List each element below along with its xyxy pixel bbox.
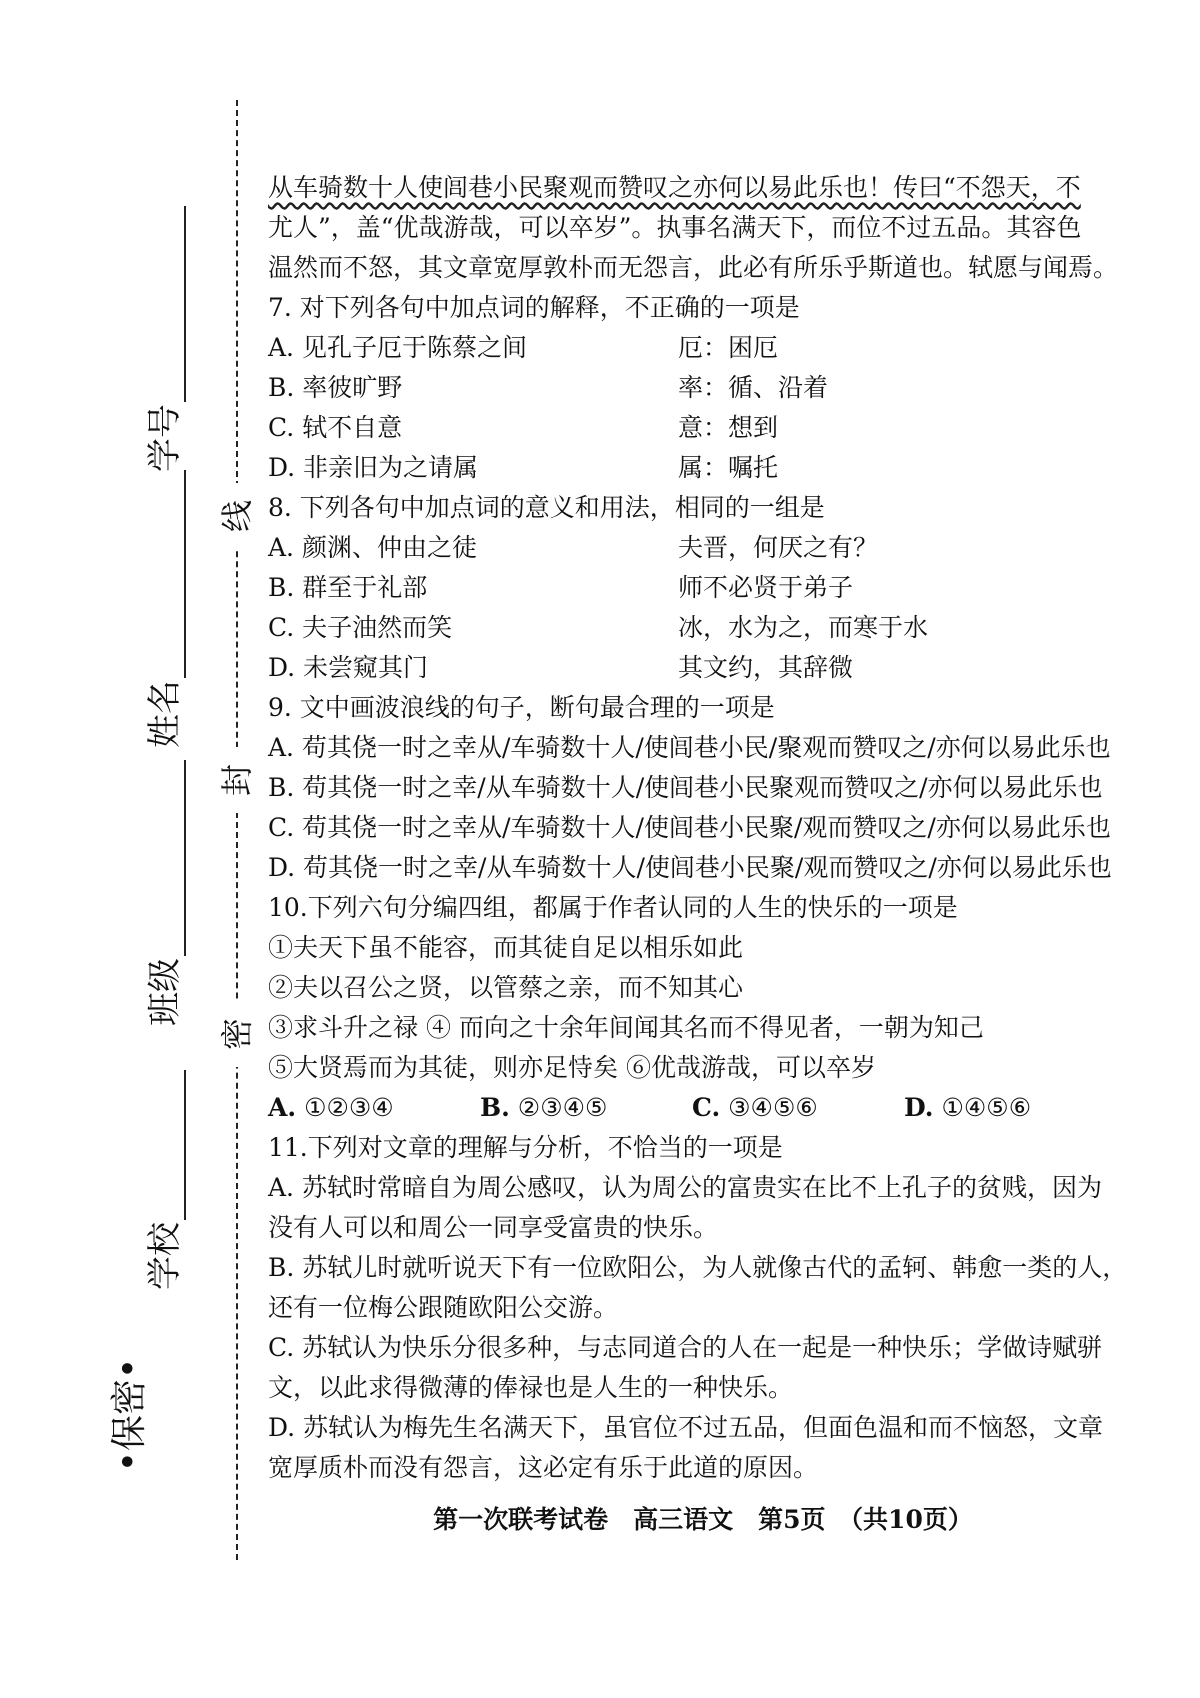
option-gloss: 属：嘱托 [678,453,779,482]
option-compare: 夫晋，何厌之有？ [678,533,879,562]
option-text: D. 非亲旧为之请属 [268,453,479,482]
question-7-option [268,448,1138,488]
option-text: D. 未尝窥其门 [268,653,429,682]
student-id-blank[interactable] [184,206,186,402]
option-text: B. 群至于礼部 [268,573,428,602]
passage-line: 尤人”，盖“优哉游哉，可以卒岁”。执事名满天下，而位不过五品。其容色 [268,213,1082,242]
seal-word-feng: 封 [217,747,257,813]
page-footer: 第一次联考试卷 高三语文 第5页 （共10页） [433,1505,973,1534]
option-gloss: 厄：困厄 [678,333,779,362]
option-value: ②③④⑤ [517,1093,608,1122]
option-compare: 冰，水为之，而寒于水 [678,613,929,642]
school-label: 学校 [145,1222,185,1290]
question-10-option [480,1088,692,1128]
question-11-line: C. 苏轼认为快乐分很多种，与志同道合的人在一起是一种快乐；学做诗赋骈 [268,1333,1103,1362]
option-value: ①④⑤⑥ [941,1093,1032,1122]
option-text: C. 夫子油然而笑 [268,613,453,642]
class-label: 班级 [145,958,185,1026]
question-9-option: C. 苟其侥一时之幸从/车骑数十人/使闾巷小民聚/观而赞叹之/亦何以易此乐也 [268,813,1111,842]
option-text: A. 见孔子厄于陈蔡之间 [268,333,527,362]
seal-word-mi: 密 [217,1001,257,1067]
option-text: C. 轼不自意 [268,413,403,442]
class-blank[interactable] [184,760,186,956]
question-11-line: A. 苏轼时常暗自为周公感叹，认为周公的富贵实在比不上孔子的贫贱，因为 [268,1173,1102,1202]
question-9-option: B. 苟其侥一时之幸/从车骑数十人/使闾巷小民聚观而赞叹之/亦何以易此乐也 [268,773,1103,802]
school-blank[interactable] [184,1070,186,1220]
passage-line: 温然而不怒，其文章宽厚敦朴而无怨言，此必有所乐乎斯道也。轼愿与闻焉。 [268,253,1119,282]
question-7-stem: 7. 对下列各句中加点词的解释，不正确的一项是 [268,293,800,322]
name-blank[interactable] [184,470,186,678]
question-11-line: 还有一位梅公跟随欧阳公交游。 [268,1293,619,1322]
question-11-line: 没有人可以和周公一同享受富贵的快乐。 [268,1213,719,1242]
question-10-item: ②夫以召公之贤，以管蔡之亲，而不知其心 [268,973,744,1002]
question-10-stem: 10.下列六句分编四组，都属于作者认同的人生的快乐的一项是 [268,893,958,922]
question-11-line: 宽厚质朴而没有怨言，这必定有乐于此道的原因。 [268,1453,819,1482]
question-7-option [268,408,1138,448]
question-11-line: D. 苏轼认为梅先生名满天下，虽官位不过五品，但面色温和而不恼怒，文章 [268,1413,1104,1442]
seal-word-xian: 线 [217,483,257,549]
student-id-label: 学号 [145,404,185,472]
name-label: 姓名 [145,680,185,748]
option-gloss: 率：循、沿着 [678,373,829,402]
question-9-option: A. 苟其侥一时之幸从/车骑数十人/使闾巷小民/聚观而赞叹之/亦何以易此乐也 [268,733,1111,762]
question-11-line: 文，以此求得微薄的俸禄也是人生的一种快乐。 [268,1373,794,1402]
question-8-option [268,608,1138,648]
question-11-stem: 11.下列对文章的理解与分析，不恰当的一项是 [268,1133,783,1162]
question-10-item: ⑤大贤焉而为其徒，则亦足恃矣 ⑥优哉游哉，可以卒岁 [268,1053,876,1082]
option-gloss: 意：想到 [678,413,779,442]
question-10-option [692,1088,904,1128]
option-compare: 其文约，其辞微 [678,653,854,682]
option-key: C. [692,1093,721,1122]
option-value: ①②③④ [304,1093,394,1122]
option-key: B. [480,1093,510,1122]
question-11-line: B. 苏轼儿时就听说天下有一位欧阳公，为人就像古代的孟轲、韩愈一类的人， [268,1253,1128,1282]
option-compare: 师不必贤于弟子 [678,573,854,602]
question-9-stem: 9. 文中画波浪线的句子，断句最合理的一项是 [268,693,775,722]
question-10-item: ①夫天下虽不能容，而其徒自足以相乐如此 [268,933,744,962]
option-text: A. 颜渊、仲由之徒 [268,533,477,562]
question-10-option [268,1088,480,1128]
seal-cut-line [236,100,238,1560]
question-7-option [268,328,1138,368]
question-8-option [268,648,1138,688]
passage-line: 从车骑数十人使闾巷小民聚观而赞叹之亦何以易此乐也！传曰“不怨天，不 [268,173,1081,202]
question-content [268,168,1138,1488]
question-8-option [268,568,1138,608]
question-7-option [268,368,1138,408]
question-10-item: ③求斗升之禄 ④ 而向之十余年间闻其名而不得见者，一朝为知己 [268,1013,984,1042]
question-10-options [268,1088,1138,1128]
question-10-option [904,1088,1116,1128]
option-value: ③④⑤⑥ [728,1093,818,1122]
question-9-option: D. 苟其侥一时之幸/从车骑数十人/使闾巷小民聚/观而赞叹之/亦何以易此乐也 [268,853,1112,882]
option-key: A. [268,1093,297,1122]
question-8-stem: 8. 下列各句中加点词的意义和用法，相同的一组是 [268,493,825,522]
option-key: D. [904,1093,934,1122]
question-8-option [268,528,1138,568]
option-text: B. 率彼旷野 [268,373,403,402]
confidential-mark: •保密• [109,1357,150,1473]
